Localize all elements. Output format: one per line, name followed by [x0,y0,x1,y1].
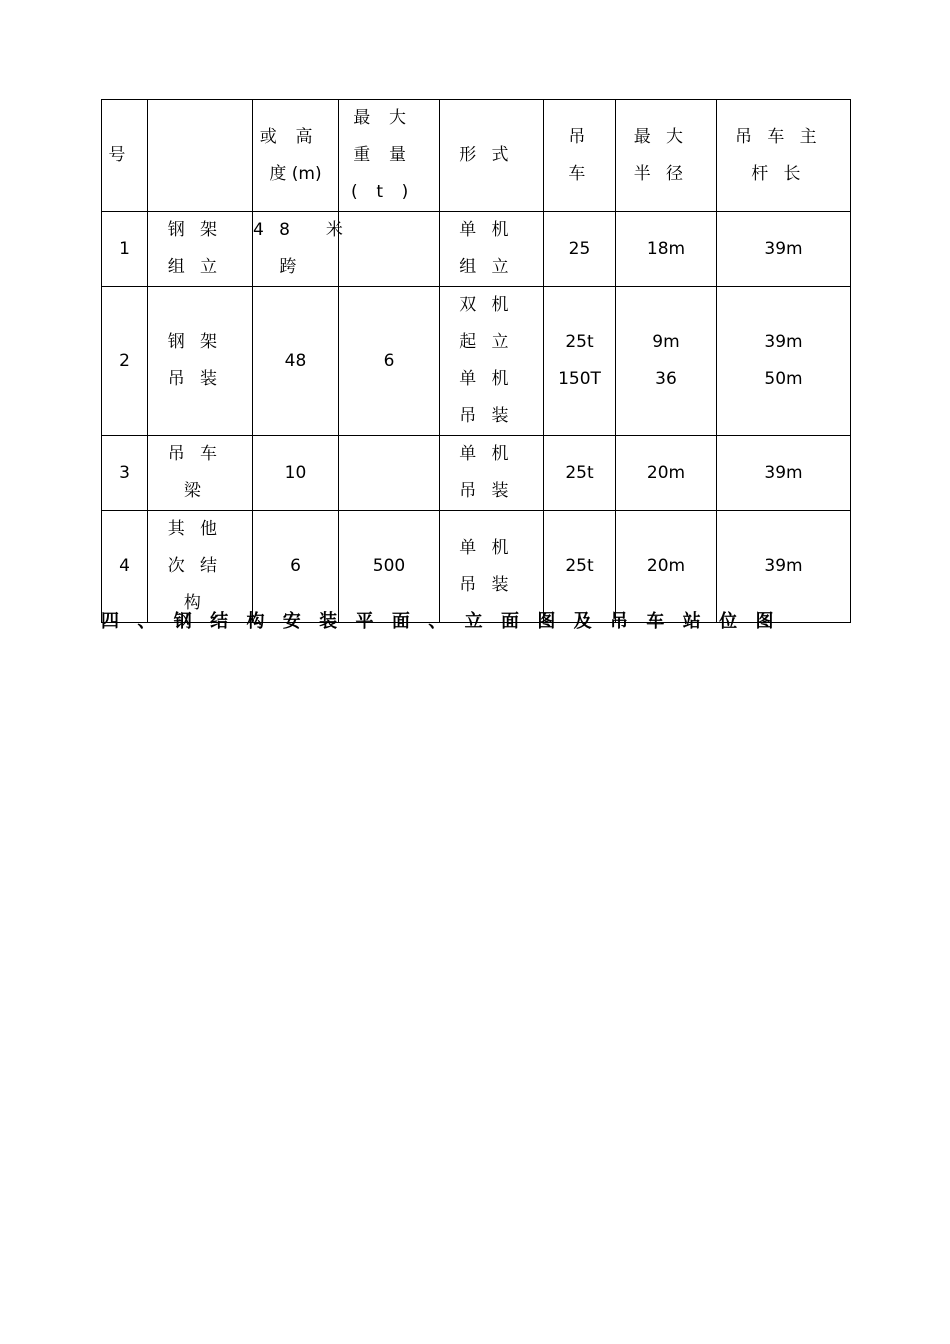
cell-line: 6 [290,556,301,576]
cell-height [253,511,339,623]
cell-height [253,436,339,511]
cell-line: 吊 [568,126,601,147]
cell-number: 1 [102,212,148,287]
cell-crane [544,212,616,287]
cell-line: 最大 [633,126,699,147]
cell-max-radius [616,212,717,287]
cell-mode [440,287,544,436]
cell-boom-length [717,436,851,511]
cell-line: 吊装 [167,369,233,389]
cell-line: 单机 [459,220,524,240]
header-cell-boom-length [717,100,851,212]
cell-max-weight [339,511,440,623]
cell-line: 20m [646,462,686,483]
cell-line: 25t [565,332,594,352]
cell-line: 吊装 [459,481,524,501]
crane-lifting-table [101,99,851,623]
cell-line: (t) [350,182,428,202]
cell-boom-length [717,212,851,287]
cell-item [148,287,253,436]
cell-max-weight [339,436,440,511]
cell-line: 10 [284,462,307,483]
cell-crane [544,511,616,623]
cell-line: 36 [655,369,677,389]
cell-line: 梁 [183,481,217,501]
table-header-row [102,100,851,212]
cell-line: 吊车主 [735,126,832,147]
cell-line: 次结 [167,556,233,576]
cell-line: 跨 [279,257,312,277]
cell-line: 钢架 [167,332,233,352]
cell-max-radius [616,287,717,436]
section-heading: 四、钢结构安装平面、立面图及吊车站位图 [101,611,792,632]
cell-boom-length [717,511,851,623]
header-cell-mode [440,100,544,212]
cell-line: 39m [764,556,803,576]
cell-line: 9m [652,332,680,352]
cell-line: 钢架 [167,220,233,240]
cell-line: 25 [568,238,591,259]
cell-line: 单机 [459,537,524,558]
header-cell-number [102,100,148,212]
cell-crane [544,287,616,436]
table-row [102,436,851,511]
header-cell-height [253,100,339,212]
cell-line: 最大 [353,108,425,128]
cell-line: 构 [183,593,217,613]
cell-line: 500 [372,556,406,576]
cell-line: 双机 [459,295,524,315]
cell-line: 单机 [459,369,524,389]
cell-line: 吊装 [459,406,524,426]
cell-line: 25t [565,462,594,483]
cell-max-weight [339,287,440,436]
cell-line: 号 [108,145,141,165]
cell-height [253,287,339,436]
cell-line: 度 (m) [269,163,322,184]
cell-line: 半径 [633,163,699,184]
cell-line: 组立 [459,257,524,277]
cell-max-radius [616,436,717,511]
cell-boom-length [717,287,851,436]
cell-line: 起立 [459,332,524,352]
cell-line: 50m [764,369,803,389]
cell-line: 150T [558,369,601,389]
cell-line: 其他 [167,519,233,539]
cell-line: 单机 [459,444,524,464]
cell-mode [440,212,544,287]
cell-max-radius [616,511,717,623]
header-cell-item [148,100,253,212]
cell-number: 3 [102,436,148,511]
cell-line: 25t [565,556,594,576]
cell-line: 18m [646,238,686,259]
cell-line: 39m [764,238,803,259]
table-row [102,212,851,287]
cell-line: 车 [568,163,601,184]
cell-line: 吊车 [167,444,233,464]
cell-height [253,212,359,287]
header-cell-max-radius [616,100,717,212]
cell-number: 2 [102,287,148,436]
cell-line: 形式 [459,145,524,165]
header-cell-max-weight [339,100,440,212]
cell-line: 6 [383,350,395,371]
cell-line: 组立 [167,257,233,277]
cell-line: 39m [764,462,803,483]
cell-line: 杆长 [751,163,816,184]
cell-line: 39m [764,332,803,352]
cell-mode [440,511,544,623]
cell-line: 48 米 [253,220,359,240]
cell-number: 4 [102,511,148,623]
table-row [102,287,851,436]
cell-mode [440,436,544,511]
header-cell-crane [544,100,616,212]
cell-line: 48 [284,350,307,371]
cell-crane [544,436,616,511]
cell-item [148,511,253,623]
cell-line: 吊装 [459,574,524,595]
cell-line: 或高 [259,126,332,147]
cell-item [148,436,253,511]
cell-line: 20m [646,556,686,576]
cell-item [148,212,253,287]
table-row [102,511,851,623]
cell-line: 重量 [353,145,425,165]
